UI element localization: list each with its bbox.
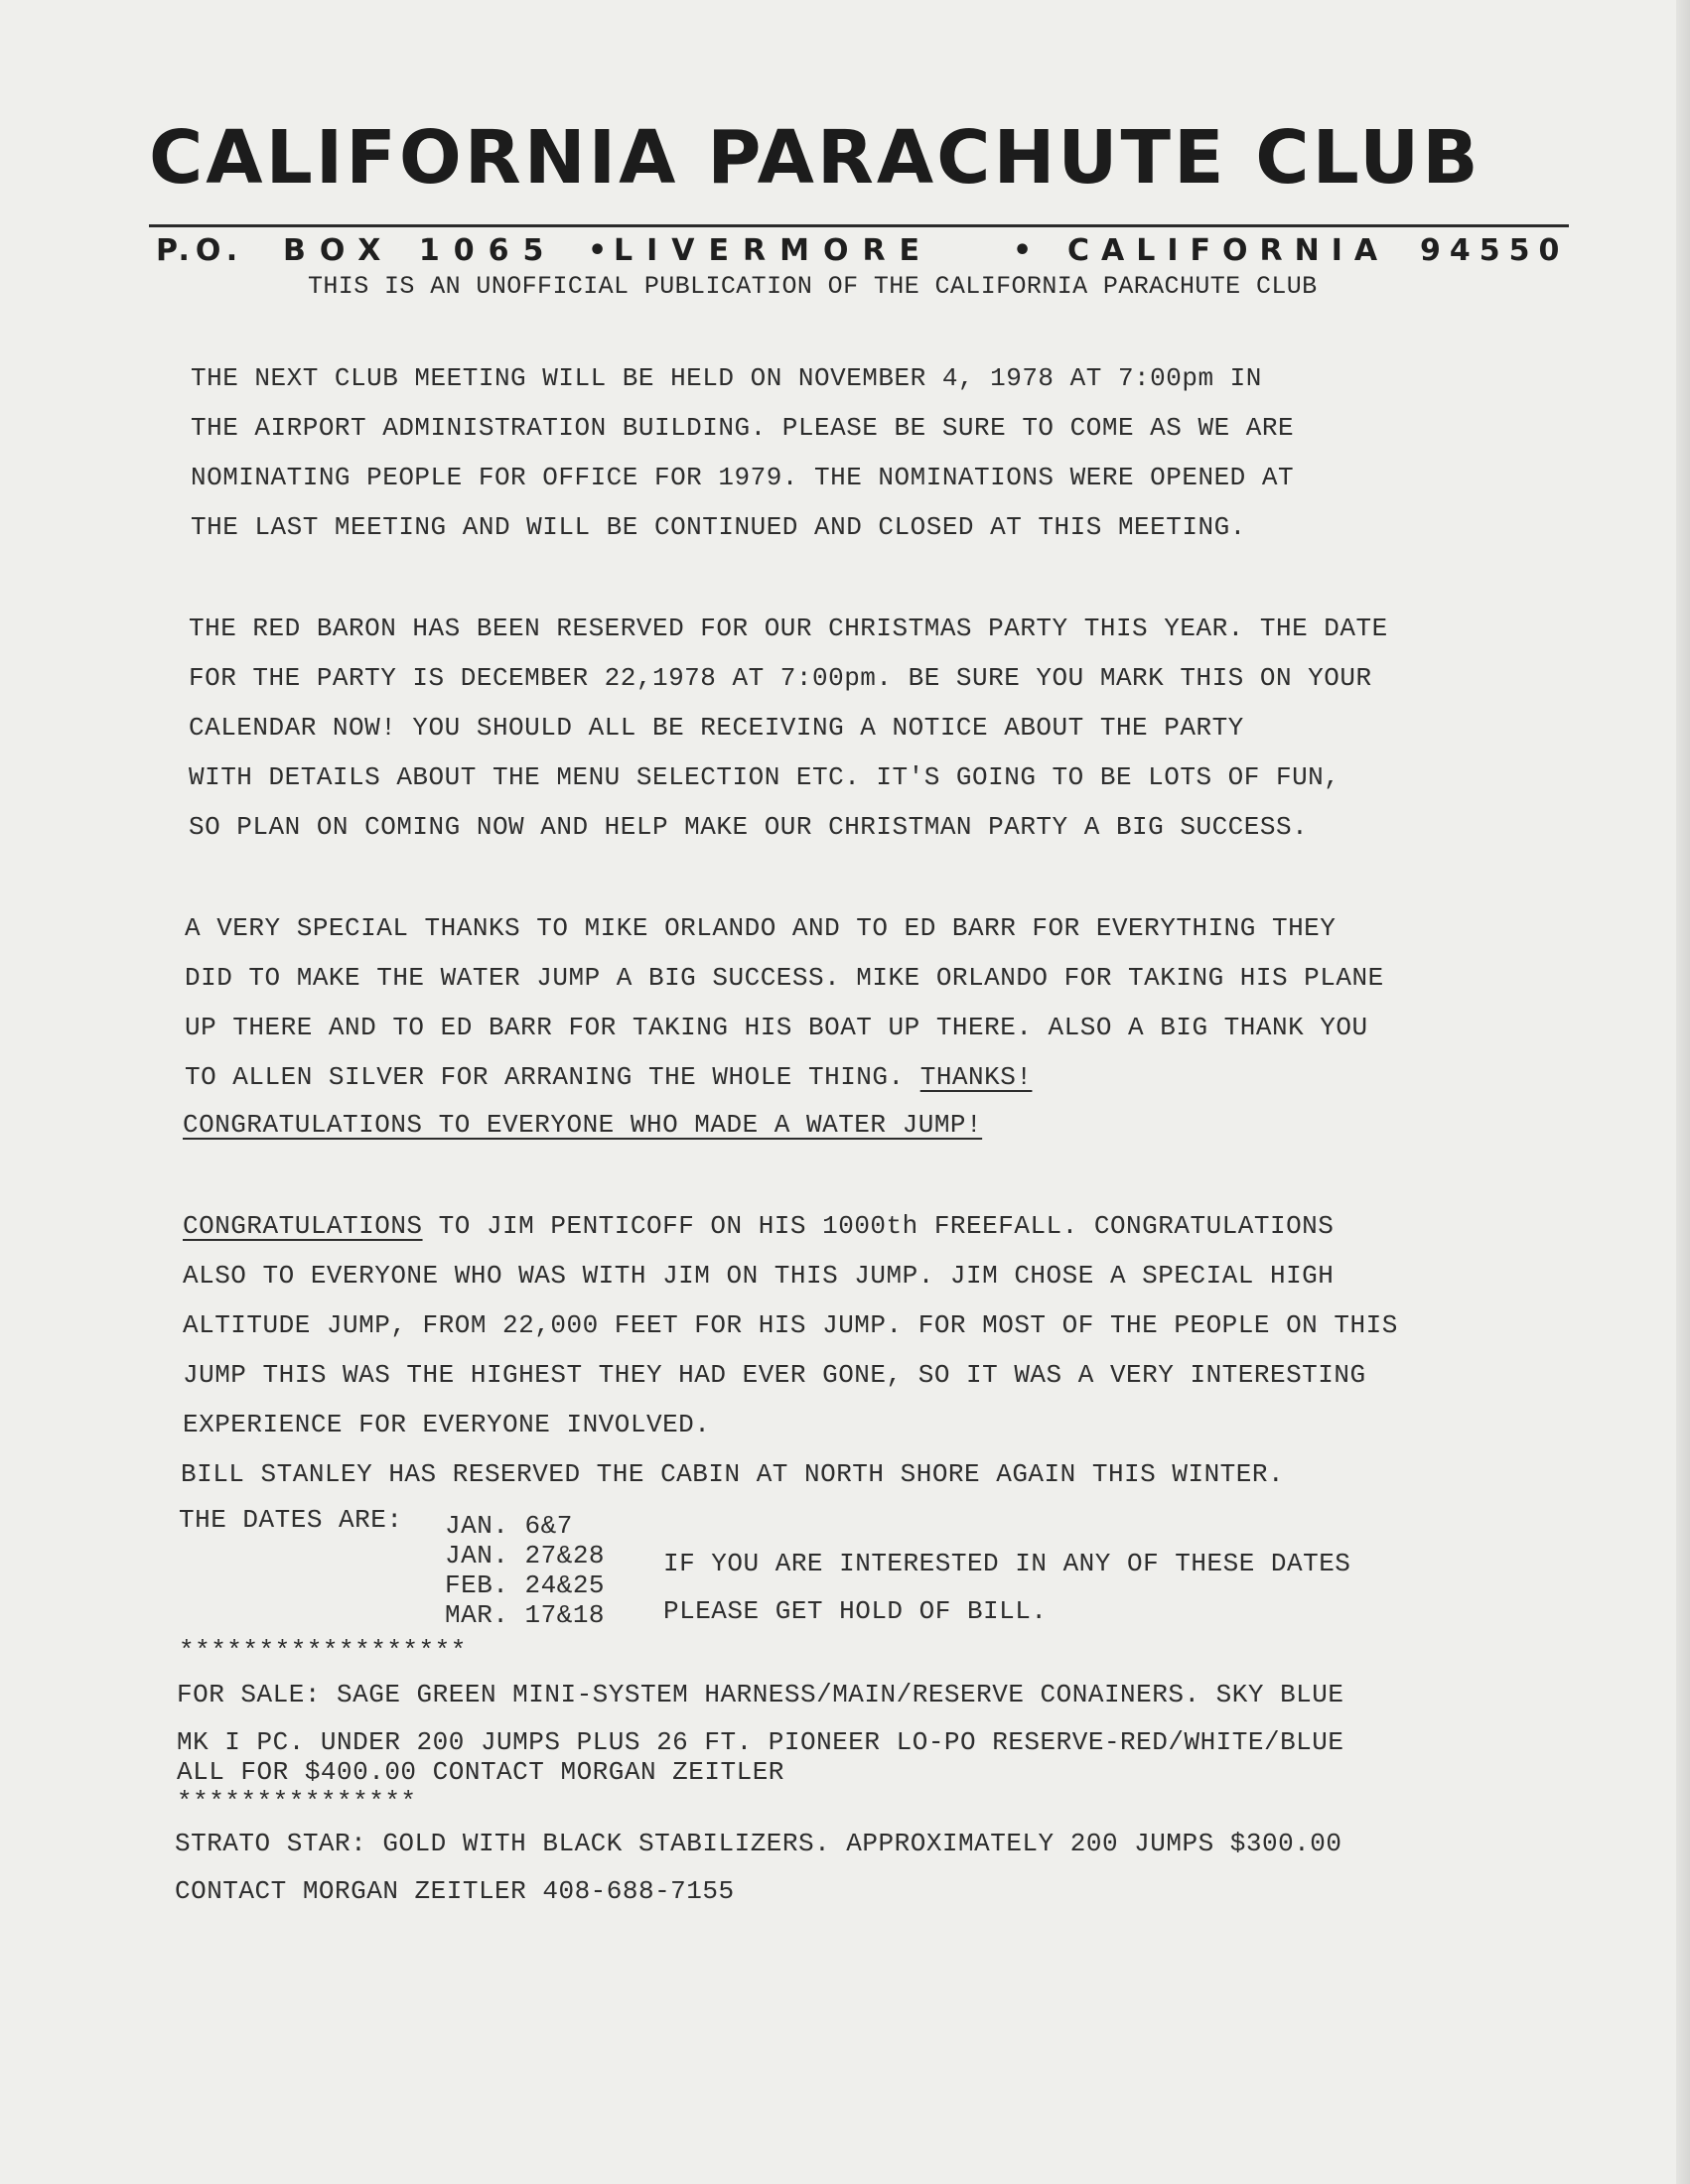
party-line: CALENDAR NOW! YOU SHOULD ALL BE RECEIVING A NOTICE ABOUT THE PARTY [189,713,1244,743]
meeting-line: THE LAST MEETING AND WILL BE CONTINUED AND CLOSED AT THIS MEETING. [191,512,1246,542]
address-box: BOX 1065 [283,233,558,268]
congrats-emphasis: CONGRATULATIONS [183,1211,423,1241]
cabin-date: FEB. 24&25 [445,1570,606,1600]
freefall-line: ALTITUDE JUMP, FROM 22,000 FEET FOR HIS JUMP. FOR MOST OF THE PEOPLE ON THIS [183,1310,1398,1340]
address-state: CALIFORNIA [1067,233,1390,268]
cabin-note: IF YOU ARE INTERESTED IN ANY OF THESE DATES [663,1549,1351,1578]
address-separator: • [588,233,608,268]
publication-subtitle: THIS IS AN UNOFFICIAL PUBLICATION OF THE CALIFORNIA PARACHUTE CLUB [308,272,1318,301]
address-city: LIVERMORE [614,233,934,268]
congrats-water-jump: CONGRATULATIONS TO EVERYONE WHO MADE A WATER JUMP! [183,1110,983,1140]
cabin-date: JAN. 27&28 [445,1541,606,1570]
party-line: FOR THE PARTY IS DECEMBER 22,1978 AT 7:00pm. BE SURE YOU MARK THIS ON YOUR [189,663,1372,693]
cabin-intro: BILL STANLEY HAS RESERVED THE CABIN AT NORTH SHORE AGAIN THIS WINTER. [181,1459,1285,1489]
freefall-line [183,1213,1334,1239]
thanks-line-text: TO ALLEN SILVER FOR ARRANING THE WHOLE THING. [185,1062,920,1092]
thanks-line: DID TO MAKE THE WATER JUMP A BIG SUCCESS. MIKE ORLANDO FOR TAKING HIS PLANE [185,963,1384,993]
separator: *************** [177,1787,417,1817]
address-zip: 94550 [1420,233,1569,268]
freefall-line: EXPERIENCE FOR EVERYONE INVOLVED. [183,1410,711,1439]
thanks-line: UP THERE AND TO ED BARR FOR TAKING HIS BOAT UP THERE. ALSO A BIG THANK YOU [185,1013,1368,1042]
thanks-line: A VERY SPECIAL THANKS TO MIKE ORLANDO AND TO ED BARR FOR EVERYTHING THEY [185,913,1337,943]
freefall-line: ALSO TO EVERYONE WHO WAS WITH JIM ON THIS JUMP. JIM CHOSE A SPECIAL HIGH [183,1261,1335,1291]
forsale-line: FOR SALE: SAGE GREEN MINI-SYSTEM HARNESS/MAIN/RESERVE CONAINERS. SKY BLUE [177,1680,1344,1709]
page-edge [1676,0,1690,2184]
party-line: THE RED BARON HAS BEEN RESERVED FOR OUR CHRISTMAS PARTY THIS YEAR. THE DATE [189,614,1388,643]
strato-line: CONTACT MORGAN ZEITLER 408-688-7155 [175,1876,735,1906]
freefall-line-text: TO JIM PENTICOFF ON HIS 1000th FREEFALL. CONGRATULATIONS [422,1211,1335,1241]
address-separator: • [1013,233,1033,268]
cabin-date: JAN. 6&7 [445,1511,573,1541]
party-line: SO PLAN ON COMING NOW AND HELP MAKE OUR CHRISTMAN PARTY A BIG SUCCESS. [189,812,1309,842]
cabin-dates-label: THE DATES ARE: [179,1505,403,1535]
strato-line: STRATO STAR: GOLD WITH BLACK STABILIZERS. APPROXIMATELY 200 JUMPS $300.00 [175,1829,1342,1858]
separator: ****************** [179,1636,467,1666]
address-po: P.O. [156,233,244,268]
meeting-line: NOMINATING PEOPLE FOR OFFICE FOR 1979. THE NOMINATIONS WERE OPENED AT [191,463,1295,492]
meeting-line: THE NEXT CLUB MEETING WILL BE HELD ON NOVEMBER 4, 1978 AT 7:00pm IN [191,363,1262,393]
freefall-line: JUMP THIS WAS THE HIGHEST THEY HAD EVER GONE, SO IT WAS A VERY INTERESTING [183,1360,1366,1390]
cabin-date: MAR. 17&18 [445,1600,606,1630]
forsale-line: MK I PC. UNDER 200 JUMPS PLUS 26 FT. PIONEER LO-PO RESERVE-RED/WHITE/BLUE [177,1727,1344,1757]
club-title: CALIFORNIA PARACHUTE CLUB [149,115,1481,201]
party-line: WITH DETAILS ABOUT THE MENU SELECTION ETC. IT'S GOING TO BE LOTS OF FUN, [189,762,1340,792]
header-rule [149,224,1569,227]
thanks-emphasis: THANKS! [919,1062,1033,1092]
cabin-note: PLEASE GET HOLD OF BILL. [663,1596,1048,1626]
meeting-line: THE AIRPORT ADMINISTRATION BUILDING. PLEASE BE SURE TO COME AS WE ARE [191,413,1295,443]
thanks-line [185,1064,1032,1090]
forsale-line: ALL FOR $400.00 CONTACT MORGAN ZEITLER [177,1757,784,1787]
